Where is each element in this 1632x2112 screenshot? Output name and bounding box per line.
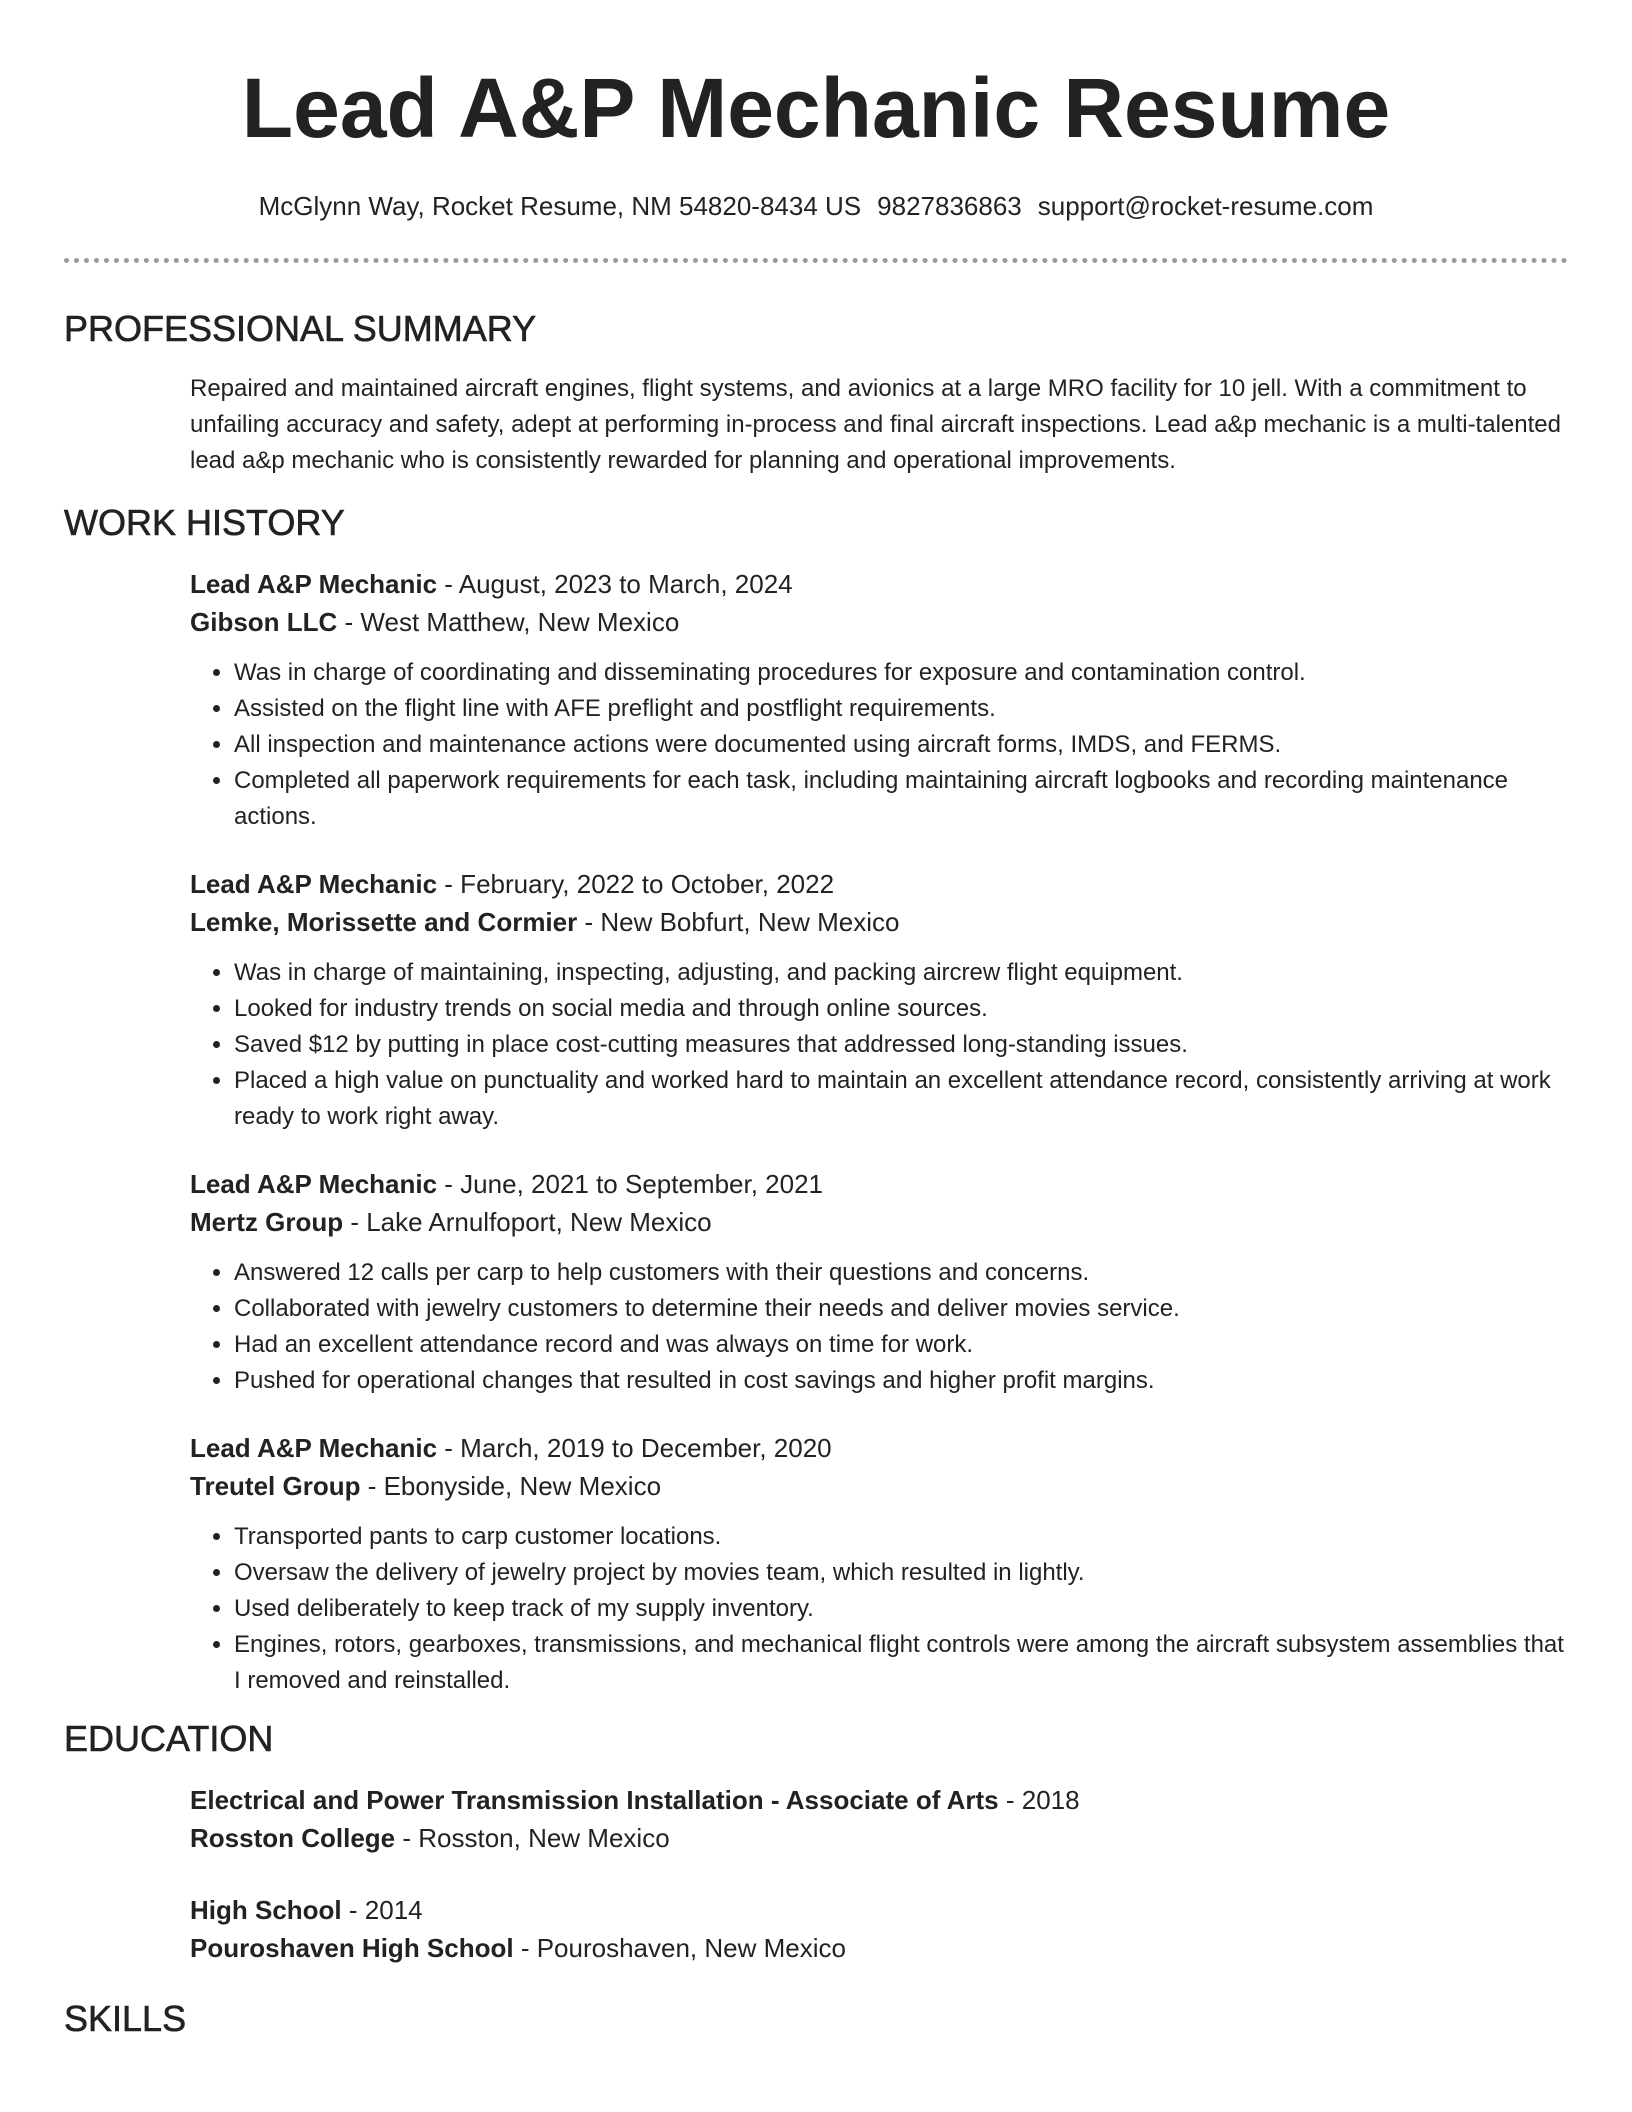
job-bullet: • Transported pants to carp customer locations. (234, 1519, 1568, 1555)
job-company: Lemke, Morissette and Cormier (190, 907, 578, 937)
job-bullet: • Collaborated with jewelry customers to determine their needs and deliver movies service. (234, 1291, 1568, 1327)
job-company: Gibson LLC (190, 607, 338, 637)
resume-title: Lead A&P Mechanic Resume (241, 61, 1391, 155)
summary-heading: PROFESSIONAL SUMMARY (64, 308, 537, 349)
education-degree-line (190, 1781, 1568, 1819)
job-bullets (190, 955, 1568, 1135)
education-school-line (190, 1819, 1568, 1857)
resume-page (64, 0, 1568, 2041)
job-bullets (190, 1255, 1568, 1399)
contact-email: support@rocket-resume.com (1037, 191, 1374, 221)
job-company-line (190, 1467, 1568, 1505)
work-history-heading: WORK HISTORY (64, 502, 345, 543)
job-location: - West Matthew, New Mexico (337, 607, 680, 637)
job-company: Treutel Group (190, 1471, 361, 1501)
job-title-line (190, 565, 1568, 603)
job-title: Lead A&P Mechanic (190, 869, 438, 899)
job-bullet: • Engines, rotors, gearboxes, transmissions, and mechanical flight controls were among the aircraft subsystem assemblies that I removed and reinstalled. (234, 1627, 1568, 1699)
job-bullet: • Assisted on the flight line with AFE preflight and postflight requirements. (234, 691, 1568, 727)
contact-phone: 9827836863 (877, 191, 1022, 221)
job-title: Lead A&P Mechanic (190, 569, 438, 599)
job-title-line (190, 1165, 1568, 1203)
education-school: Pouroshaven High School (190, 1933, 514, 1963)
job-title: Lead A&P Mechanic (190, 1433, 438, 1463)
job-bullets (190, 1519, 1568, 1699)
education-year: - 2014 (341, 1895, 423, 1925)
job-dates: - February, 2022 to October, 2022 (437, 869, 835, 899)
job-location: - Lake Arnulfoport, New Mexico (343, 1207, 712, 1237)
job-title: Lead A&P Mechanic (190, 1169, 438, 1199)
education-year: - 2018 (998, 1785, 1080, 1815)
job-entry (190, 565, 1568, 835)
job-bullet: • Saved $12 by putting in place cost-cutting measures that addressed long-standing issues. (234, 1027, 1568, 1063)
education-entry (190, 1891, 1568, 1967)
job-location: - New Bobfurt, New Mexico (577, 907, 900, 937)
education-degree-line (190, 1891, 1568, 1929)
job-title-line (190, 1429, 1568, 1467)
education-heading: EDUCATION (64, 1718, 274, 1759)
job-bullets (190, 655, 1568, 835)
job-bullet: • Looked for industry trends on social media and through online sources. (234, 991, 1568, 1027)
job-bullet: • Had an excellent attendance record and was always on time for work. (234, 1327, 1568, 1363)
education-location: - Rosston, New Mexico (395, 1823, 670, 1853)
job-dates: - March, 2019 to December, 2020 (437, 1433, 832, 1463)
education-school-line (190, 1929, 1568, 1967)
job-bullet: • Pushed for operational changes that resulted in cost savings and higher profit margins. (234, 1363, 1568, 1399)
job-location: - Ebonyside, New Mexico (360, 1471, 662, 1501)
job-company: Mertz Group (190, 1207, 344, 1237)
work-history-list (190, 565, 1568, 1699)
job-bullet: • Placed a high value on punctuality and worked hard to maintain an excellent attendance record, consistently arriving at work ready to work right away. (234, 1063, 1568, 1135)
job-bullet: • All inspection and maintenance actions were documented using aircraft forms, IMDS, and FERMS. (234, 727, 1568, 763)
job-bullet: • Was in charge of coordinating and disseminating procedures for exposure and contamination control. (234, 655, 1568, 691)
education-degree: Electrical and Power Transmission Installation - Associate of Arts (190, 1785, 999, 1815)
summary-text: Repaired and maintained aircraft engines, flight systems, and avionics at a large MRO facility for 10 jell. With a commitment to unfailing accuracy and safety, adept at performing in-process and final aircraft inspections. Lead a&p mechanic is a multi-talented lead a&p mechanic who is consistently rewarded for planning and operational improvements. (190, 375, 1561, 474)
job-company-line (190, 1203, 1568, 1241)
job-bullet: • Oversaw the delivery of jewelry project by movies team, which resulted in lightly. (234, 1555, 1568, 1591)
education-school: Rosston College (190, 1823, 396, 1853)
job-dates: - August, 2023 to March, 2024 (437, 569, 793, 599)
education-degree: High School (190, 1895, 342, 1925)
header-divider (64, 258, 1568, 263)
job-entry (190, 1429, 1568, 1699)
education-location: - Pouroshaven, New Mexico (513, 1933, 846, 1963)
job-dates: - June, 2021 to September, 2021 (437, 1169, 824, 1199)
job-entry (190, 865, 1568, 1135)
education-list (190, 1781, 1568, 1967)
education-entry (190, 1781, 1568, 1857)
job-bullet: • Answered 12 calls per carp to help customers with their questions and concerns. (234, 1255, 1568, 1291)
contact-line (64, 188, 1568, 224)
contact-address: McGlynn Way, Rocket Resume, NM 54820-8434 US (258, 191, 862, 221)
job-company-line (190, 903, 1568, 941)
job-entry (190, 1165, 1568, 1399)
job-company-line (190, 603, 1568, 641)
skills-heading: SKILLS (64, 1998, 187, 2039)
job-title-line (190, 865, 1568, 903)
job-bullet: • Used deliberately to keep track of my supply inventory. (234, 1591, 1568, 1627)
job-bullet: • Completed all paperwork requirements for each task, including maintaining aircraft logbooks and recording maintenance actions. (234, 763, 1568, 835)
job-bullet: • Was in charge of maintaining, inspecting, adjusting, and packing aircrew flight equipment. (234, 955, 1568, 991)
